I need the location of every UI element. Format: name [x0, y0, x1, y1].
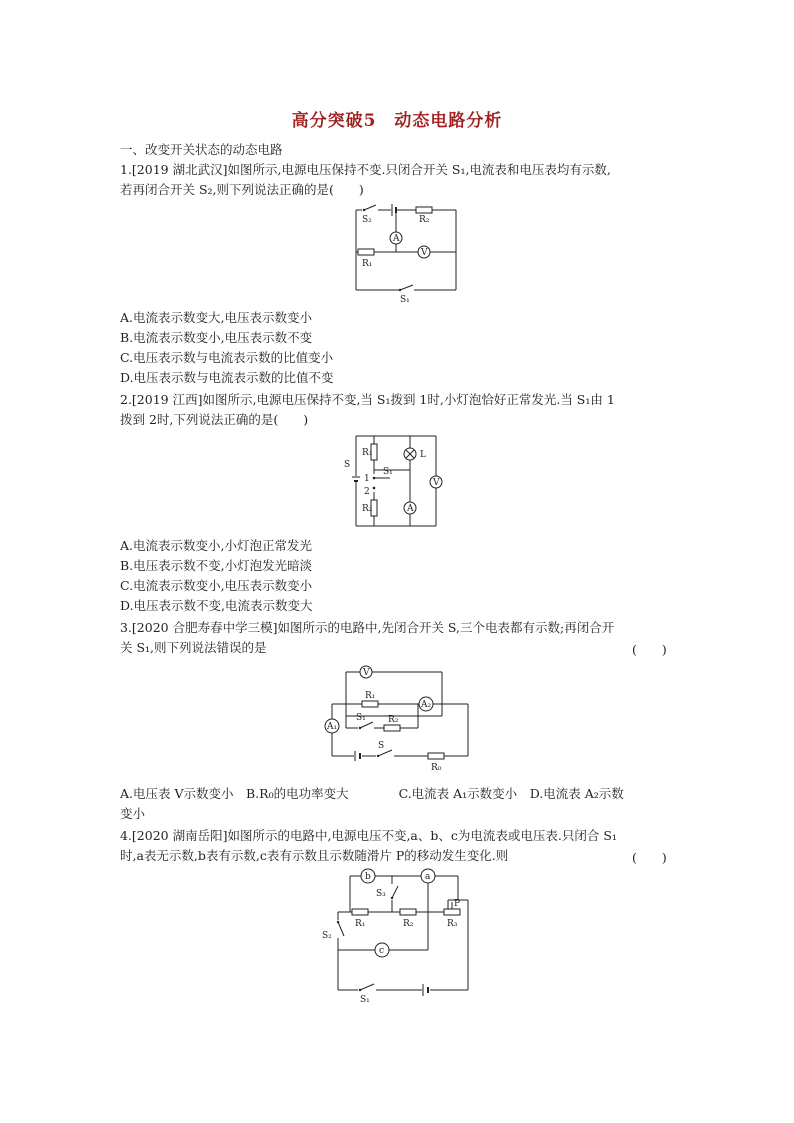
- q3-stem-line2: 关 S₁,则下列说法错误的是: [120, 640, 267, 655]
- q2-label-s1: S₁: [383, 467, 393, 477]
- q2-stem-line2: 拨到 2时,下列说法正确的是( ): [120, 412, 309, 427]
- q3-label-a1: A₁: [327, 722, 338, 732]
- q4-answer-bracket: ( ): [632, 850, 667, 865]
- q3-label-r2: R₂: [388, 715, 399, 725]
- q2-label-2: 2: [364, 487, 370, 497]
- q4-label-b: b: [365, 872, 371, 882]
- q1-label-r1: R₁: [362, 259, 373, 269]
- q3-label-a2: A₂: [421, 700, 432, 710]
- q4-label-r3: R₃: [447, 919, 458, 929]
- q3-label-s: S: [378, 741, 385, 751]
- q3-options-line1: A.电压表 V示数变小 B.R₀的电功率变大 C.电流表 A₁示数变小 D.电流表 A₂示数: [120, 786, 624, 801]
- q2-label-a: A: [407, 504, 414, 514]
- q4-label-a: a: [425, 872, 431, 882]
- q3-label-s1: S₁: [356, 713, 366, 723]
- q1-label-v: V: [421, 248, 428, 258]
- q2-circuit-diagram: [340, 432, 450, 532]
- q2-option-b: B.电压表示数不变,小灯泡发光暗淡: [120, 558, 313, 573]
- q3-answer-bracket: ( ): [632, 642, 667, 657]
- q1-option-d: D.电压表示数与电流表示数的比值不变: [120, 370, 334, 385]
- q2-label-v: V: [433, 478, 440, 488]
- q1-label-r2: R₂: [419, 215, 430, 225]
- q2-label-r1: R₁: [362, 448, 373, 458]
- q3-circuit-diagram: [318, 658, 478, 776]
- q2-option-c: C.电流表示数变小,电压表示数变小: [120, 578, 313, 593]
- section-heading: 一、改变开关状态的动态电路: [120, 142, 283, 157]
- q3-label-v: V: [363, 668, 370, 678]
- q1-label-s1: S₁: [400, 295, 410, 305]
- q3-stem-line1: 3.[2020 合肥寿春中学三模]如图所示的电路中,先闭合开关 S,三个电表都有示数;再闭合开: [120, 620, 615, 635]
- q1-stem-line2: 若再闭合开关 S₂,则下列说法正确的是( ): [120, 182, 364, 197]
- q2-stem-line1: 2.[2019 江西]如图所示,电源电压保持不变,当 S₁拨到 1时,小灯泡恰好正常发光.当 S₁由 1: [120, 392, 615, 407]
- q4-label-r2: R₂: [403, 919, 414, 929]
- q3-label-r1: R₁: [365, 691, 376, 701]
- q1-option-a: A.电流表示数变大,电压表示数变小: [120, 310, 312, 325]
- page-title: 高分突破5 动态电路分析: [291, 111, 503, 131]
- q2-option-d: D.电压表示数不变,电流表示数变大: [120, 598, 313, 613]
- q2-label-l: L: [420, 450, 426, 460]
- q1-stem-line1: 1.[2019 湖北武汉]如图所示,电源电压保持不变.只闭合开关 S₁,电流表和电压表均有示数,: [120, 162, 611, 177]
- q4-circuit-diagram: [318, 864, 478, 1006]
- q1-option-b: B.电流表示数变小,电压表示数不变: [120, 330, 313, 345]
- q1-option-c: C.电压表示数与电流表示数的比值变小: [120, 350, 334, 365]
- q1-circuit-diagram: [320, 204, 470, 304]
- q2-label-r2: R₂: [362, 504, 373, 514]
- q1-label-s2: S₂: [362, 215, 372, 225]
- q3-label-r0: R₀: [431, 763, 442, 773]
- q4-label-s3: S₃: [376, 889, 386, 899]
- q3-options-line2: 变小: [120, 806, 146, 821]
- q4-stem-line2: 时,a表无示数,b表有示数,c表有示数且示数随滑片 P的移动发生变化.则: [120, 848, 509, 863]
- q4-label-s2: S₂: [322, 931, 332, 941]
- q4-label-r1: R₁: [355, 919, 366, 929]
- q4-label-p: P: [454, 899, 461, 909]
- q1-label-a: A: [393, 234, 400, 244]
- q4-label-s1: S₁: [360, 995, 370, 1005]
- q2-label-1: 1: [364, 474, 370, 484]
- q2-label-s: S: [344, 460, 351, 470]
- q2-option-a: A.电流表示数变小,小灯泡正常发光: [120, 538, 312, 553]
- q4-label-c: c: [379, 946, 385, 956]
- q4-stem-line1: 4.[2020 湖南岳阳]如图所示的电路中,电源电压不变,a、b、c为电流表或电压表.只闭合 S₁: [120, 828, 617, 843]
